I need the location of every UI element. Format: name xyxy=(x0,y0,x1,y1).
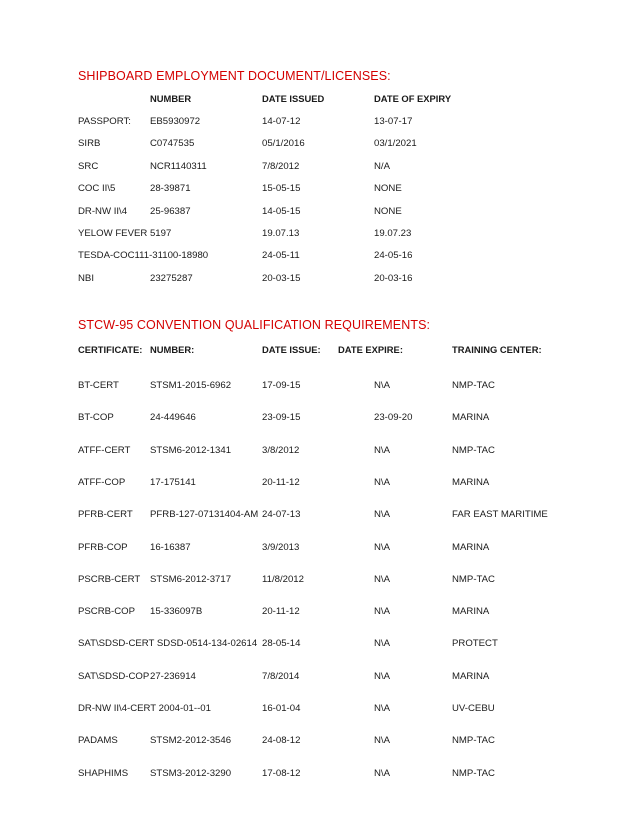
stcw-cell: BT-CERT xyxy=(78,380,119,391)
stcw-cell: SHAPHIMS xyxy=(78,767,129,779)
employment-cell: N/A xyxy=(374,160,390,172)
stcw-cell: 3/9/2013 xyxy=(262,541,300,553)
stcw-cell: 28-05-14 xyxy=(262,638,301,650)
stcw-cell: PFRB-CERT xyxy=(78,509,133,521)
stcw-cell: MARINA xyxy=(452,670,490,682)
stcw-cell: NMP-TAC xyxy=(452,380,495,391)
employment-cell: 25-96387 xyxy=(150,205,191,217)
stcw-cell: 24-449646 xyxy=(150,412,196,424)
stcw-cell: N\A xyxy=(374,767,390,779)
employment-row xyxy=(0,137,638,151)
stcw-cell: PADAMS xyxy=(78,735,118,747)
employment-row xyxy=(0,249,638,263)
employment-cell: DR-NW II\4 xyxy=(78,205,128,217)
stcw-cell: UV-CEBU xyxy=(452,703,495,714)
employment-cell: 05/1/2016 xyxy=(262,138,305,150)
stcw-cell: STSM6-2012-1341 xyxy=(150,444,232,456)
employment-cell: TESDA-COC111-31100-18980 xyxy=(78,250,209,262)
stcw-cell: ATFF-CERT xyxy=(78,444,131,456)
stcw-cell: 23-09-20 xyxy=(374,412,413,424)
stcw-cell: N\A xyxy=(374,541,390,553)
stcw-cell: N\A xyxy=(374,703,390,714)
stcw-header-row xyxy=(0,343,638,357)
employment-cell: NBI xyxy=(78,272,94,284)
employment-cell: 19.07.13 xyxy=(262,228,300,239)
employment-header-cell: DATE ISSUED xyxy=(262,93,325,104)
stcw-cell: 24-07-13 xyxy=(262,509,301,521)
stcw-cell: N\A xyxy=(374,573,390,585)
stcw-cell: PSCRB-COP xyxy=(78,606,136,618)
stcw-cell: N\A xyxy=(374,476,390,488)
stcw-cell: 7/8/2014 xyxy=(262,670,300,682)
stcw-cell: 24-08-12 xyxy=(262,735,301,747)
stcw-header-cell: CERTIFICATE: xyxy=(78,344,143,355)
employment-cell: SIRB xyxy=(78,138,101,150)
stcw-row xyxy=(0,379,638,393)
employment-cell: C0747535 xyxy=(150,138,195,150)
employment-cell: 14-07-12 xyxy=(262,116,301,127)
stcw-cell: ATFF-COP xyxy=(78,476,126,488)
employment-cell: 28-39871 xyxy=(150,183,191,195)
stcw-row xyxy=(0,411,638,425)
stcw-cell: 16-01-04 xyxy=(262,703,301,714)
stcw-row xyxy=(0,702,638,716)
employment-header-cell: NUMBER xyxy=(150,93,192,104)
employment-cell: YELOW FEVER 5197 xyxy=(78,228,172,239)
employment-cell: PASSPORT: xyxy=(78,116,131,127)
employment-cell: SRC xyxy=(78,160,99,172)
stcw-cell: STSM6-2012-3717 xyxy=(150,573,232,585)
stcw-row xyxy=(0,573,638,587)
employment-cell: 14-05-15 xyxy=(262,205,301,217)
employment-cell: 15-05-15 xyxy=(262,183,301,195)
stcw-cell: 11/8/2012 xyxy=(262,573,304,585)
stcw-header-cell: TRAINING CENTER: xyxy=(452,344,542,355)
employment-cell: 19.07.23 xyxy=(374,228,412,239)
stcw-cell: NMP-TAC xyxy=(452,444,495,456)
employment-cell: 7/8/2012 xyxy=(262,160,300,172)
stcw-cell: SAT\SDSD-CERT SDSD-0514-134-02614 xyxy=(78,638,258,650)
stcw-cell: N\A xyxy=(374,509,390,521)
stcw-cell: DR-NW II\4-CERT 2004-01--01 xyxy=(78,703,211,714)
stcw-row xyxy=(0,508,638,522)
stcw-cell: NMP-TAC xyxy=(452,767,495,779)
stcw-cell: NMP-TAC xyxy=(452,735,495,747)
stcw-cell: N\A xyxy=(374,380,390,391)
employment-row xyxy=(0,115,638,129)
stcw-row xyxy=(0,637,638,651)
employment-cell: 24-05-16 xyxy=(374,250,413,262)
stcw-cell: PFRB-127-07131404-AM xyxy=(150,509,259,521)
stcw-header-cell: DATE EXPIRE: xyxy=(338,344,403,355)
stcw-cell: 23-09-15 xyxy=(262,412,301,424)
stcw-cell: BT-COP xyxy=(78,412,114,424)
employment-row xyxy=(0,227,638,241)
stcw-cell: STSM3-2012-3290 xyxy=(150,767,232,779)
stcw-cell: 15-336097B xyxy=(150,606,203,618)
employment-row xyxy=(0,160,638,174)
stcw-cell: N\A xyxy=(374,670,390,682)
stcw-cell: STSM1-2015-6962 xyxy=(150,380,232,391)
stcw-row xyxy=(0,734,638,748)
employment-section-title: SHIPBOARD EMPLOYMENT DOCUMENT/LICENSES: xyxy=(78,69,391,83)
employment-header-row xyxy=(0,92,638,106)
employment-cell: NCR1140311 xyxy=(150,160,207,172)
employment-cell: 20-03-16 xyxy=(374,272,413,284)
stcw-cell: NMP-TAC xyxy=(452,573,495,585)
employment-cell: 13-07-17 xyxy=(374,116,413,127)
employment-cell: COC II\5 xyxy=(78,183,116,195)
stcw-cell: N\A xyxy=(374,638,390,650)
stcw-cell: 3/8/2012 xyxy=(262,444,300,456)
employment-cell: NONE xyxy=(374,205,402,217)
employment-cell: 20-03-15 xyxy=(262,272,301,284)
stcw-cell: N\A xyxy=(374,735,390,747)
stcw-cell: 17-09-15 xyxy=(262,380,301,391)
employment-row xyxy=(0,205,638,219)
stcw-cell: PSCRB-CERT xyxy=(78,573,141,585)
stcw-cell: MARINA xyxy=(452,476,490,488)
stcw-cell: 16-16387 xyxy=(150,541,191,553)
employment-row xyxy=(0,182,638,196)
stcw-row xyxy=(0,767,638,781)
stcw-cell: MARINA xyxy=(452,541,490,553)
stcw-cell: 20-11-12 xyxy=(262,476,300,488)
employment-row xyxy=(0,272,638,286)
stcw-header-cell: DATE ISSUE: xyxy=(262,344,321,355)
stcw-cell: MARINA xyxy=(452,606,490,618)
stcw-cell: 27-236914 xyxy=(150,670,196,682)
stcw-cell: FAR EAST MARITIME xyxy=(452,509,548,521)
stcw-header-cell: NUMBER: xyxy=(150,344,195,355)
employment-cell: 03/1/2021 xyxy=(374,138,417,150)
stcw-cell: N\A xyxy=(374,444,390,456)
stcw-cell: SAT\SDSD-COP xyxy=(78,670,150,682)
stcw-cell: 17-175141 xyxy=(150,476,196,488)
stcw-cell: 20-11-12 xyxy=(262,606,300,618)
employment-cell: 23275287 xyxy=(150,272,193,284)
stcw-cell: PFRB-COP xyxy=(78,541,128,553)
stcw-row xyxy=(0,541,638,555)
stcw-cell: N\A xyxy=(374,606,390,618)
stcw-cell: 17-08-12 xyxy=(262,767,301,779)
employment-cell: EB5930972 xyxy=(150,116,201,127)
employment-cell: NONE xyxy=(374,183,402,195)
stcw-section-title: STCW-95 CONVENTION QUALIFICATION REQUIREMENTS: xyxy=(78,318,431,332)
stcw-row xyxy=(0,444,638,458)
stcw-cell: PROTECT xyxy=(452,638,498,650)
employment-cell: 24-05-11 xyxy=(262,250,300,262)
stcw-row xyxy=(0,605,638,619)
stcw-cell: STSM2-2012-3546 xyxy=(150,735,232,747)
stcw-cell: MARINA xyxy=(452,412,490,424)
stcw-row xyxy=(0,476,638,490)
stcw-row xyxy=(0,670,638,684)
employment-header-cell: DATE OF EXPIRY xyxy=(374,93,452,104)
